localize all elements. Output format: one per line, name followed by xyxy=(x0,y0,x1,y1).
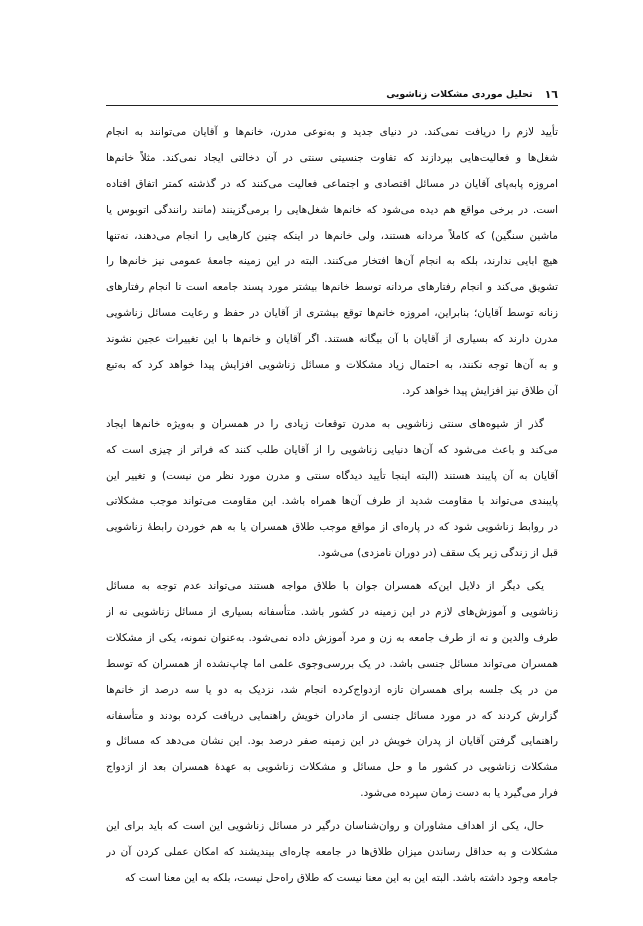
text-line: یکی دیگر از دلایل این‌که همسران جوان با طلاق مواجه هستند می‌تواند عدم توجه به مسائل xyxy=(106,580,544,593)
text-line: شغل‌ها و فعالیت‌هایی بپردازند که تفاوت جنسیتی سنتی در آن دخالتی ایجاد نمی‌کند. مثلاً خانم‌ها xyxy=(106,151,558,164)
body-text xyxy=(106,120,558,892)
running-title: تحلیل موردی مشکلات زناشویی xyxy=(386,88,533,100)
text-line: آن طلاق نیز افزایش پیدا خواهد کرد. xyxy=(402,384,558,397)
text-line: زناشویی و آموزش‌های لازم در این زمینه در کشور باشد. متأسفانه بسیاری از مسائل زناشویی نه از xyxy=(106,606,558,619)
text-line: طرف والدین و نه از طرف جامعه به زن و مرد آموزش داده نمی‌شود. به‌عنوان نمونه، یکی از مشکلات xyxy=(106,631,558,644)
paragraph xyxy=(106,574,558,807)
text-line: در روابط زناشویی شود که در پاره‌ای از مواقع موجب طلاق همسران یا به هم خوردن رابطهٔ زناشویی xyxy=(106,521,558,534)
text-line: من در یک جلسه برای همسران تازه ازدواج‌کرده انجام شد، نزدیک به دو یا سه درصد از خانم‌ها xyxy=(106,683,558,696)
paragraph xyxy=(106,814,558,892)
text-line: تأیید لازم را دریافت نمی‌کند. در دنیای جدید و به‌نوعی مدرن، خانم‌ها و آقایان می‌توانند به انجام xyxy=(106,126,558,138)
text-line: مشکلات زناشویی در کشور ما و حل مسائل و مشکلات زناشویی به عهدهٔ همسران بعد از ازدواج xyxy=(106,761,558,774)
text-line: جامعه وجود داشته باشد. البته این به این معنا نیست که طلاق راه‌حل نیست، بلکه به این معنا است که xyxy=(124,871,558,884)
text-line: ماشین سنگین) که کاملاً مردانه هستند، ولی خانم‌ها در اینکه چنین کارهایی را انجام می‌دهند، نه‌تنها xyxy=(106,229,558,242)
text-line: قبل از زندگی زیر یک سقف (در دوران نامزدی) می‌شود. xyxy=(317,547,558,560)
text-line: امروزه پا‌به‌پای آقایان در مسائل اقتصادی و اجتماعی فعالیت می‌کنند که در گذشته کمتر اتفاق افتاده xyxy=(106,177,558,190)
text-line: و به آن‌ها توجه نکنند، به احتمال زیاد مشکلات و مسائل زناشویی افزایش پیدا خواهد کرد که به‌تبع xyxy=(106,359,558,372)
paragraph-gap xyxy=(106,807,558,814)
text-line: مشکلات و به حداقل رساندن میزان طلاق‌ها در جامعه چاره‌ای بیندیشند که امکان عملی کردن آن در xyxy=(106,846,558,859)
text-line: حال، یکی از اهداف مشاوران و روان‌شناسان درگیر در مسائل زناشویی این است که باید برای این xyxy=(106,820,544,833)
text-line: زنانه توسط آقایان؛ بنابراین، امروزه خانم‌ها توقع بیشتری از آقایان در حفظ و رعایت مسائل زناشویی xyxy=(106,307,558,320)
text-line: هیچ ابایی ندارند، بلکه به انجام آن‌ها افتخار می‌کنند. البته در این زمینه جامعهٔ عمومی نیز خانم‌ها را xyxy=(106,255,558,268)
text-line: همسران می‌تواند مسائل جنسی باشد. در یک بررسی‌وجوی علمی اما چاپ‌نشده از همسران که توسط xyxy=(106,657,558,670)
text-line: پایبندی می‌تواند با مقاومت شدید از طرف آن‌ها همراه باشد. این مقاومت می‌تواند موجب مشکلاتی xyxy=(106,495,558,508)
text-line: آقایان به آن پایبند هستند (البته اینجا تأیید دیدگاه سنتی و مدرن مورد نظر من نیست) و تغییر این xyxy=(106,469,558,482)
text-line: گذر از شیوه‌های سنتی زناشویی به مدرن توقعات زیادی را در همسران و به‌ویژه خانم‌ها ایجاد xyxy=(106,417,544,430)
paragraph xyxy=(106,412,558,567)
text-line: راهنمایی گرفتن آقایان از پدران خویش در این زمینه صفر درصد بود. این نشان می‌دهد که مسائل و xyxy=(106,735,558,748)
page-number: ١٦ xyxy=(544,87,558,101)
paragraph-gap xyxy=(106,405,558,412)
text-line: می‌کند و باعث می‌شود که آن‌ها دنیایی زناشویی را از آقایان طلب کنند که فراتر از چیزی است که xyxy=(106,443,558,456)
text-line: تشویق می‌کند و انجام رفتارهای مردانه توسط خانم‌ها بیشتر مورد پسند جامعه است تا انجام رفتارهای xyxy=(106,281,558,294)
header-rule xyxy=(106,105,558,106)
running-header xyxy=(106,86,558,102)
text-line: مدرن دارند که بسیاری از آقایان با آن بیگانه هستند. اگر آقایان و خانم‌ها با این تغییرات عجین نشوند xyxy=(106,333,558,346)
text-line: است. در برخی مواقع هم دیده می‌شود که خانم‌ها شغل‌هایی را برمی‌گزینند (مانند رانندگی اتوبوس یا xyxy=(106,203,558,216)
text-line: گزارش کردند که در مورد مسائل جنسی از مادران خویش راهنمایی دریافت کرده بودند و متأسفانه xyxy=(106,709,558,722)
paragraph xyxy=(106,120,558,405)
paragraph-gap xyxy=(106,567,558,574)
text-line: فرار می‌گیرد یا به دست زمان سپرده می‌شود. xyxy=(360,787,558,800)
